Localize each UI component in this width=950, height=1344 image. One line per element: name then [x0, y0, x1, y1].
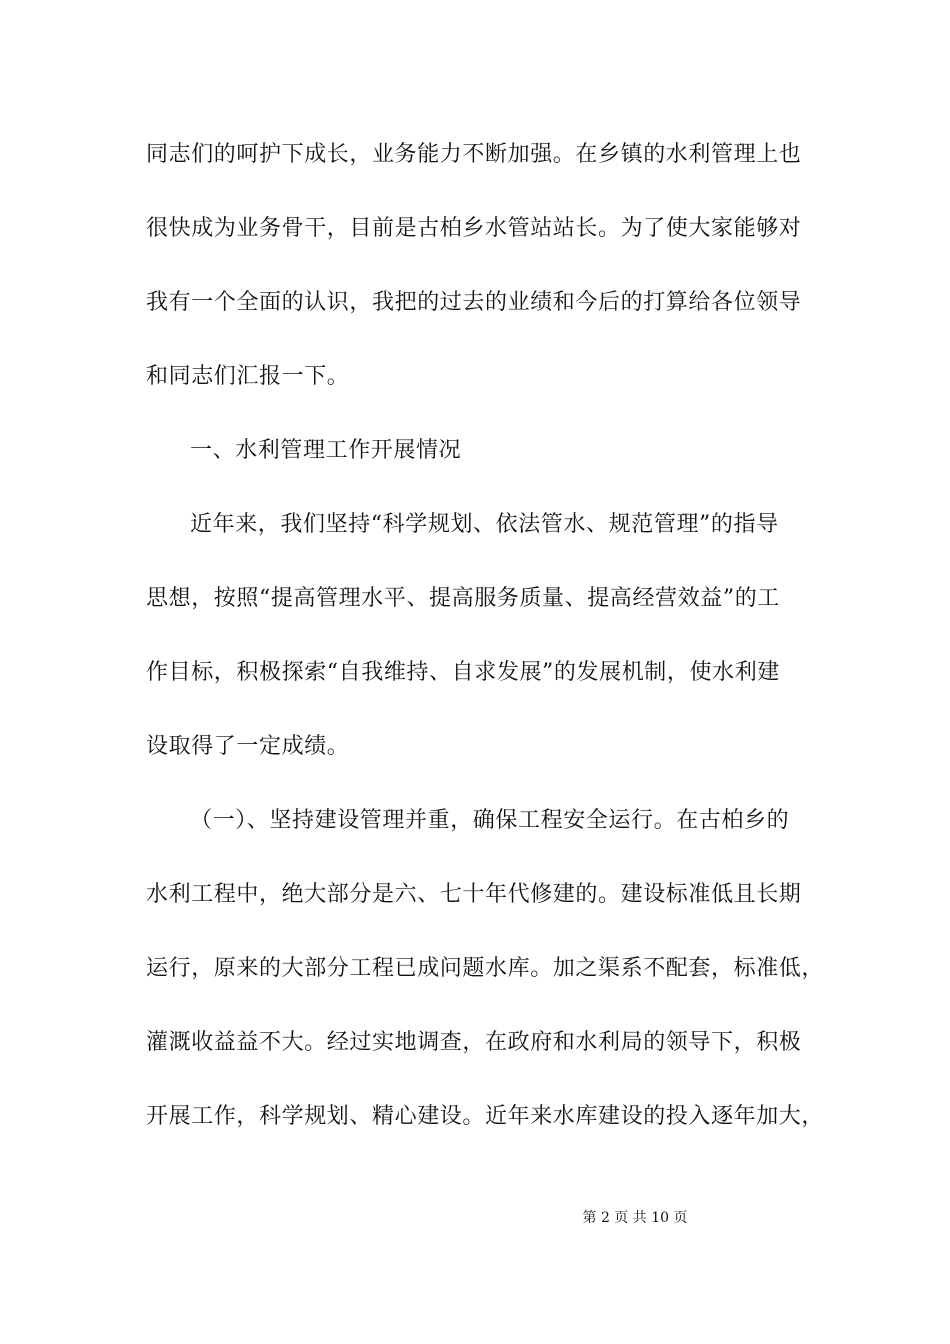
paragraph-line: 同志们的呵护下成长，业务能力不断加强。在乡镇的水利管理上也: [146, 142, 802, 167]
paragraph-line: 运行，原来的大部分工程已成问题水库。加之渠系不配套，标准低，: [146, 956, 825, 981]
paragraph-line: 近年来，我们坚持“科学规划、依法管水、规范管理”的指导: [190, 512, 779, 537]
document-body: [146, 128, 825, 1144]
section-heading: 一、水利管理工作开展情况: [190, 438, 462, 463]
paragraph-line: 思想，按照“提高管理水平、提高服务质量、提高经营效益”的工: [146, 586, 780, 611]
page-number: 第 2 页 共 10 页: [582, 1210, 688, 1226]
paragraph-line: 很快成为业务骨干，目前是古柏乡水管站站长。为了使大家能够对: [146, 216, 802, 241]
subsection-line: （一）、坚持建设管理并重，确保工程安全运行。在古柏乡的: [190, 808, 790, 833]
paragraph-line: 我有一个全面的认识，我把的过去的业绩和今后的打算给各位领导: [146, 290, 802, 315]
paragraph-line: 灌溉收益益不大。经过实地调查，在政府和水利局的领导下，积极: [146, 1030, 802, 1055]
paragraph-line: 开展工作，科学规划、精心建设。近年来水库建设的投入逐年加大，: [146, 1104, 825, 1129]
paragraph-line: 水利工程中，绝大部分是六、七十年代修建的。建设标准低且长期: [146, 882, 802, 907]
paragraph-line: 和同志们汇报一下。: [146, 364, 350, 389]
paragraph-line: 作目标，积极探索“自我维持、自求发展”的发展机制，使水利建: [146, 660, 780, 685]
paragraph-line: 设取得了一定成绩。: [146, 734, 350, 759]
page-footer: [0, 1208, 950, 1228]
